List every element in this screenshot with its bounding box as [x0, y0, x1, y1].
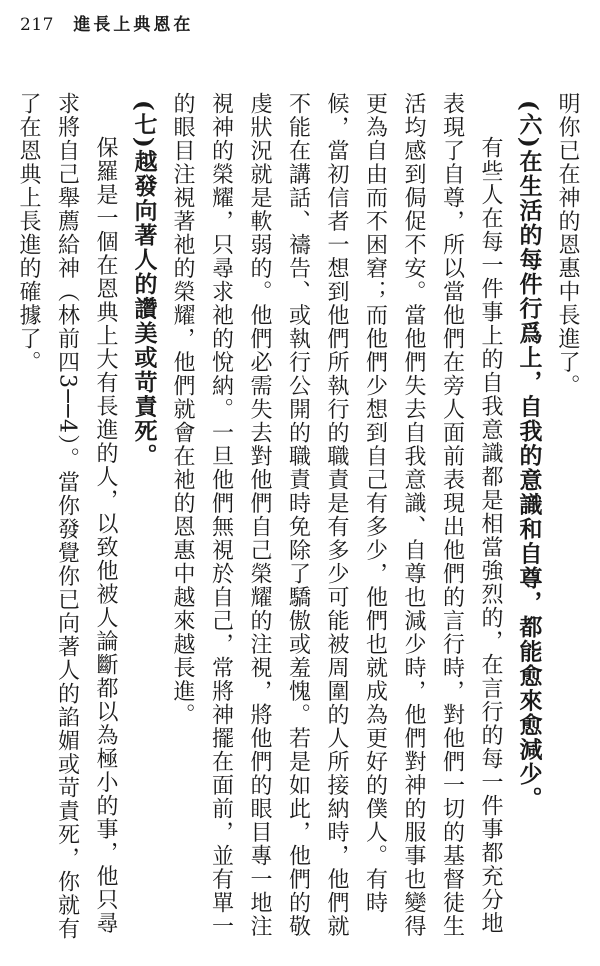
paragraph-continued: 明你已在神的恩惠中長進了。 [555, 92, 580, 398]
section-heading-7: (七)越發向著人的讚美或苛責死。 [130, 100, 158, 468]
running-title: 進長上典恩在 [73, 15, 194, 35]
section-heading-6: (六)在生活的每件行爲上，自我的意識和自尊，都能愈來愈減少。 [515, 100, 543, 811]
page-header [20, 10, 193, 40]
paragraph-section-7: 保羅是一個在恩典上大有長進的人，以致他被人論斷都以為極小的事，他只尋求將自己舉薦給神（林前四3──4）。當你發覺你已向著人的諂媚或苛責死，你就有了在恩典上長進的確據了。 [16, 92, 118, 941]
paragraph-section-6: 有些人在每一件事上的自我意識都是相當強烈的，在言行的每一件事都充分地表現了自尊，所以當他們在旁人面前表現出他們的言行時，對他們一切的基督徒生活均感到侷促不安。當他們失去自我意識、自尊也減少時，他們對神的服事也變得更為自由而不困窘；而他們少想到自己有多少，他們也就成為更好的僕人。有時候，當初信者一想到他們所執行的職責是有多少可能被周圍的人所接納時，他們就不能在講話、禱告、或執行公開的職責時免除了驕傲或羞愧。若是如此，他們的敬虔狀況就是軟弱的。他們必需失去對他們自己榮耀的注視，將他們的眼目專一地注視神的榮耀，只尋求祂的悅納。一旦他們無視於自己，常將神擺在面前，並有單一的眼目注視著祂的榮耀，他們就會在祂的恩惠中越來越長進。 [170, 92, 503, 938]
body-text [6, 92, 586, 958]
page-number: 217 [20, 15, 54, 35]
